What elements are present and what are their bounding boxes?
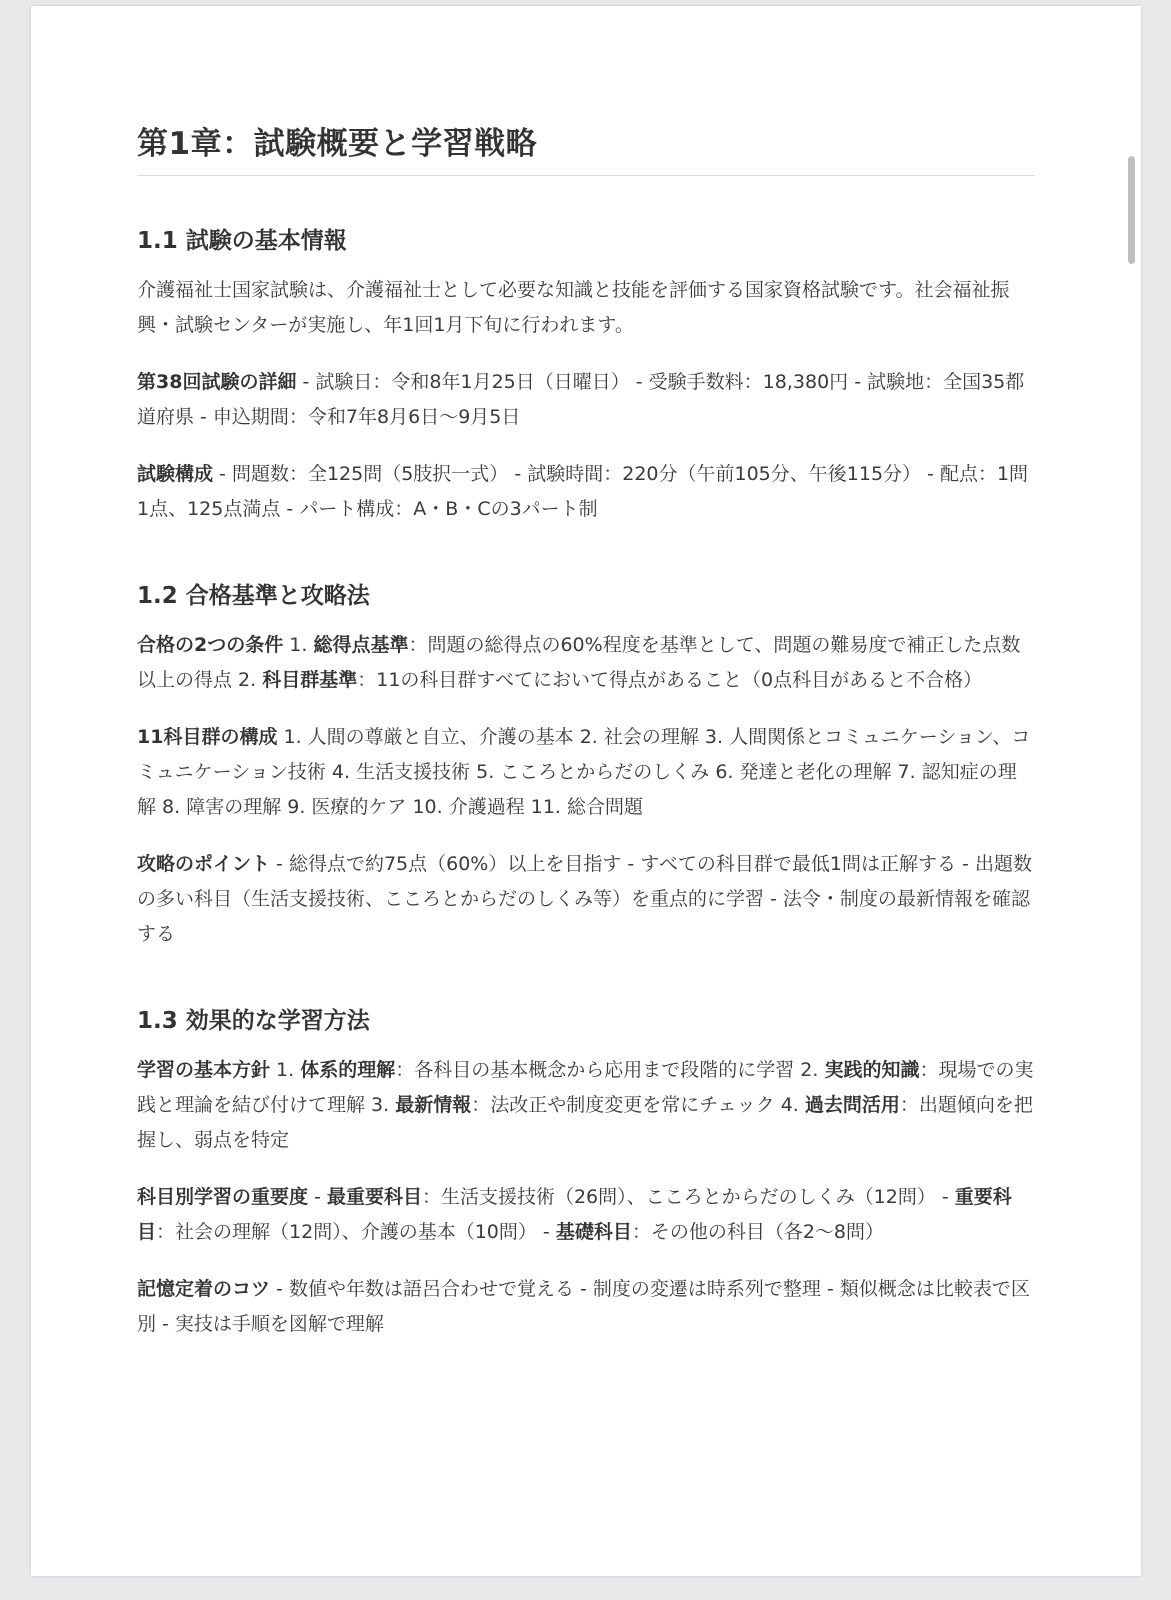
document-page bbox=[31, 6, 1141, 1576]
vertical-scrollbar[interactable] bbox=[1128, 156, 1135, 264]
exam-structure-paragraph bbox=[137, 457, 1035, 527]
exam-details-label: 第38回試験の詳細 bbox=[137, 371, 297, 393]
section-heading-1-3: 1.3 効果的な学習方法 bbox=[137, 1008, 370, 1034]
bold-term: 基礎科目 bbox=[555, 1221, 632, 1243]
text-run: 1. bbox=[270, 1059, 301, 1081]
pass-conditions-paragraph bbox=[137, 628, 1035, 698]
strategy-points-label: 攻略のポイント bbox=[137, 853, 271, 875]
study-policy-label: 学習の基本方針 bbox=[137, 1059, 271, 1081]
bold-term: 重要科目 bbox=[137, 1186, 1012, 1243]
exam-structure-text: - 問題数：全125問（5肢択一式） - 試験時間：220分（午前105分、午後115分） - 配点：1問1点、125点満点 - パート構成：A・B・Cの3パート制 bbox=[137, 463, 1029, 520]
strategy-points-text: - 総得点で約75点（60%）以上を目指す - すべての科目群で最低1問は正解する - 出題数の多い科目（生活支援技術、こころとからだのしくみ等）を重点的に学習 - 法令・制度の最新情報を確認する bbox=[137, 853, 1032, 945]
text-run: ：11の科目群すべてにおいて得点があること（0点科目があると不合格） bbox=[357, 669, 983, 691]
text-run: - bbox=[308, 1186, 327, 1208]
bold-term: 体系的理解 bbox=[300, 1059, 396, 1081]
text-run: ：出題傾向を把握し、弱点を特定 bbox=[137, 1094, 1033, 1151]
study-policy-paragraph bbox=[137, 1053, 1035, 1158]
text-run: ：問題の総得点の60%程度を基準として、問題の難易度で補正した点数以上の得点 2. bbox=[137, 634, 1021, 691]
bold-term: 最重要科目 bbox=[326, 1186, 422, 1208]
bold-term: 科目群基準 bbox=[262, 669, 358, 691]
bold-term: 過去問活用 bbox=[804, 1094, 900, 1116]
exam-details-text: - 試験日：令和8年1月25日（日曜日） - 受験手数料：18,380円 - 試験地：全国35都道府県 - 申込期間：令和7年8月6日〜9月5日 bbox=[137, 371, 1025, 428]
subject-groups-paragraph bbox=[137, 720, 1035, 825]
text-run: ：生活支援技術（26問）、こころとからだのしくみ（12問） - bbox=[421, 1186, 955, 1208]
text-run: ：その他の科目（各2〜8問） bbox=[631, 1221, 885, 1243]
subject-priority-label: 科目別学習の重要度 bbox=[137, 1186, 309, 1208]
exam-structure-label: 試験構成 bbox=[137, 463, 214, 485]
subject-groups-label: 11科目群の構成 bbox=[137, 726, 278, 748]
subject-priority-paragraph bbox=[137, 1180, 1035, 1250]
chapter-title: 第1章：試験概要と学習戦略 bbox=[137, 118, 1035, 176]
section-heading-1-2: 1.2 合格基準と攻略法 bbox=[137, 583, 370, 609]
text-run: ：社会の理解（12問）、介護の基本（10問） - bbox=[156, 1221, 556, 1243]
text-run: 1. bbox=[283, 634, 314, 656]
text-run: ：各科目の基本概念から応用まで段階的に学習 2. bbox=[395, 1059, 825, 1081]
text-run: ：法改正や制度変更を常にチェック 4. bbox=[471, 1094, 805, 1116]
exam-intro-paragraph: 介護福祉士国家試験は、介護福祉士として必要な知識と技能を評価する国家資格試験です。社会福祉振興・試験センターが実施し、年1回1月下旬に行われます。 bbox=[137, 279, 1010, 336]
memory-tips-paragraph bbox=[137, 1272, 1035, 1342]
strategy-points-paragraph bbox=[137, 847, 1035, 952]
memory-tips-text: - 数値や年数は語呂合わせで覚える - 制度の変遷は時系列で整理 - 類似概念は比較表で区別 - 実技は手順を図解で理解 bbox=[137, 1278, 1030, 1335]
bold-term: 総得点基準 bbox=[313, 634, 409, 656]
exam-details-paragraph bbox=[137, 365, 1035, 435]
subject-groups-text: 1. 人間の尊厳と自立、介護の基本 2. 社会の理解 3. 人間関係とコミュニケーション、コミュニケーション技術 4. 生活支援技術 5. こころとからだのしくみ 6. 発達と老化の理解 7. 認知症の理解 8. 障害の理解 9. 医療的ケア 10. 介護過程 11. 総合問題 bbox=[137, 726, 1031, 818]
text-run: ：現場での実践と理論を結び付けて理解 3. bbox=[137, 1059, 1034, 1116]
bold-term: 最新情報 bbox=[395, 1094, 472, 1116]
section-heading-1-1: 1.1 試験の基本情報 bbox=[137, 228, 347, 254]
memory-tips-label: 記憶定着のコツ bbox=[137, 1278, 271, 1300]
pass-conditions-label: 合格の2つの条件 bbox=[137, 634, 284, 656]
bold-term: 実践的知識 bbox=[824, 1059, 920, 1081]
